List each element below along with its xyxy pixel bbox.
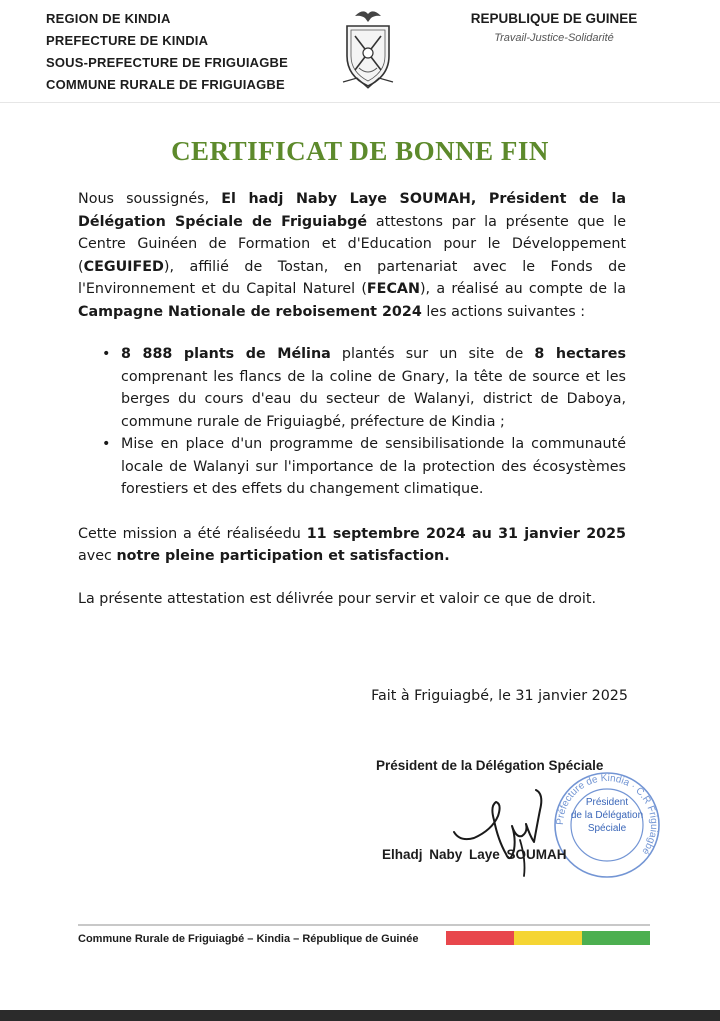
guinea-flag-bar — [446, 931, 650, 945]
flag-red-stripe — [446, 931, 514, 945]
text-run: comprenant les flancs de la coline de Gnary, la tête de source et les berges du cours d'eau du secteur de Walanyi, district de Daboya, commune rurale de Friguiagbé, préfecture de Kindia ; — [121, 368, 626, 430]
flag-green-stripe — [582, 931, 650, 945]
text-run: les actions suivantes : — [421, 303, 586, 320]
republic-title: REPUBLIQUE DE GUINEE — [470, 11, 638, 26]
list-item — [78, 343, 626, 433]
delivery-paragraph: La présente attestation est délivrée pour servir et valoir ce que de droit. — [78, 590, 597, 607]
fecan-bold: FECAN — [366, 281, 420, 297]
text-run: Cette mission a été réaliséedu — [78, 525, 307, 542]
stamp-ring-text: Préfecture de Kindia · C.R Friguiagbé — [554, 772, 660, 857]
actions-list — [78, 343, 626, 501]
document-title: CERTIFICAT DE BONNE FIN — [171, 136, 549, 166]
bullet-icon: • — [102, 346, 111, 362]
text-run: ), affilié de Tostan, en partenariat avec le Fonds de l'Environnement et du Capital Naturel ( — [78, 258, 626, 297]
text-run: plantés sur un site de — [330, 346, 535, 362]
footer-divider — [78, 924, 650, 926]
text-run: Mise en place d'un programme de sensibilisationde la communauté locale de Walanyi sur l'importance de la protection des écosystèmes forestiers et des effets du changement climatique. — [121, 436, 626, 497]
ceguifed-bold: CEGUIFED — [83, 258, 164, 275]
stamp-line: Spéciale — [587, 823, 627, 834]
header-divider — [0, 102, 720, 103]
region-line: REGION DE KINDIA — [46, 11, 171, 26]
guinea-emblem-icon — [337, 6, 399, 90]
prefecture-line: PREFECTURE DE KINDIA — [46, 33, 209, 48]
plants-bold: 8 888 plants de Mélina — [121, 346, 331, 362]
administrative-hierarchy — [46, 8, 288, 96]
attestation-paragraph — [78, 188, 626, 323]
text-run: Nous soussignés, — [78, 191, 222, 207]
stamp-line: de la Délégation — [570, 810, 644, 821]
text-run: ), a réalisé au compte de la — [419, 281, 626, 297]
signatory-bold: El hadj Naby Laye SOUMAH, Président de la Délégation Spéciale de Friguiabgé — [78, 191, 626, 230]
letterhead — [0, 0, 720, 100]
text-run: attestons par la présente que le Centre Guinéen de Formation et d'Education pour le Développement ( — [78, 213, 626, 275]
place-and-date: Fait à Friguiagbé, le 31 janvier 2025 — [371, 688, 628, 704]
period-bold: 11 septembre 2024 au 31 janvier 2025 — [306, 525, 626, 542]
scan-edge — [0, 1010, 720, 1021]
national-motto: Travail-Justice-Solidarité — [494, 32, 614, 44]
campaign-bold: Campagne Nationale de reboisement 2024 — [78, 303, 422, 320]
mission-paragraph — [78, 523, 626, 568]
footer-address: Commune Rurale de Friguiagbé – Kindia – République de Guinée — [78, 933, 419, 945]
stamp-line: Président — [585, 797, 629, 808]
text-run: avec — [78, 548, 117, 564]
commune-line: COMMUNE RURALE DE FRIGUIAGBE — [46, 77, 285, 92]
handwritten-signature-icon — [440, 780, 580, 880]
list-item — [78, 433, 626, 501]
signatory-title: Président de la Délégation Spéciale — [376, 758, 604, 773]
hectares-bold: 8 hectares — [534, 346, 626, 362]
flag-yellow-stripe — [514, 931, 582, 945]
bullet-icon: • — [102, 436, 111, 452]
certificate-body — [78, 188, 626, 610]
sub-prefecture-line: SOUS-PREFECTURE DE FRIGUIAGBE — [46, 55, 288, 70]
signatory-name: Elhadj Naby Laye SOUMAH — [382, 847, 567, 862]
republic-block — [464, 8, 644, 46]
satisfaction-bold: notre pleine participation et satisfaction. — [116, 548, 450, 564]
